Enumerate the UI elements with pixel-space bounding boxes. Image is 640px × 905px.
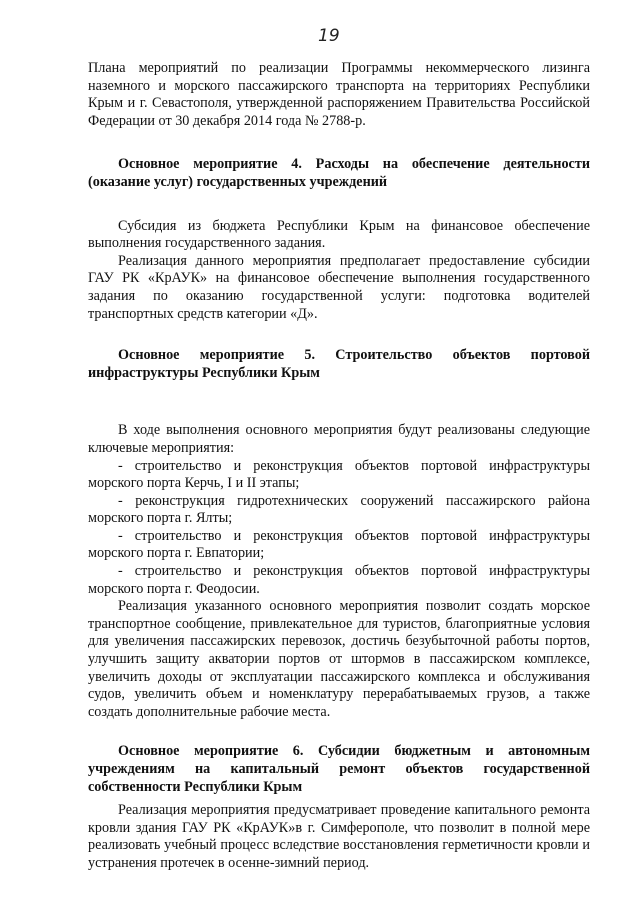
section-5-paragraph-2: Реализация указанного основного мероприятия позволит создать морское транспортное сообщение, привлекательное для туристов, благоприятные условия для увеличения пассажирских перевозок, достичь безубыточной работы портов, улучшить защиту акватории портов от штормов в пассажирском комплексе, увеличить доходы от эксплуатации пассажирского комплекса и обслуживания судов, увеличить объем и номенклатуру перерабатываемых грузов, а также создать дополнительные рабочие места. (88, 598, 590, 720)
list-item: - строительство и реконструкция объектов портовой инфраструктуры морского порта г. Феодосии. (88, 563, 590, 597)
document-body (88, 60, 590, 873)
intro-paragraph: Плана мероприятий по реализации Программы некоммерческого лизинга наземного и морского пассажирского транспорта на территориях Республики Крым и г. Севастополя, утвержденной распоряжением Правительства Российской Федерации от 30 декабря 2014 года № 2788-р. (88, 60, 590, 129)
section-5-paragraph-1: В ходе выполнения основного мероприятия будут реализованы следующие ключевые мероприятия: (88, 422, 590, 456)
list-item: - строительство и реконструкция объектов портовой инфраструктуры морского порта г. Евпатории; (88, 527, 590, 562)
page-number: 19 (318, 26, 340, 46)
section-5-heading: Основное мероприятие 5. Строительство объектов портовой инфраструктуры Республики Крым (88, 347, 590, 381)
section-4-heading: Основное мероприятие 4. Расходы на обеспечение деятельности (оказание услуг) государственных учреждений (88, 156, 590, 190)
section-5-list (88, 458, 590, 599)
section-6-heading: Основное мероприятие 6. Субсидии бюджетным и автономным учреждениям на капитальный ремонт объектов государственной собственности Республики Крым (88, 743, 590, 795)
list-item: - строительство и реконструкция объектов портовой инфраструктуры морского порта Керчь, I и II этапы; (88, 457, 590, 492)
section-4-paragraph-1: Субсидия из бюджета Республики Крым на финансовое обеспечение выполнения государственного задания. (88, 217, 590, 252)
section-4-paragraph-2: Реализация данного мероприятия предполагает предоставление субсидии ГАУ РК «КрАУК» на финансовое обеспечение выполнения государственного задания по оказанию государственной услуги: подготовка водителей транспортных средств категории «Д». (88, 252, 590, 322)
section-6-paragraph-1: Реализация мероприятия предусматривает проведение капитального ремонта кровли здания ГАУ РК «КрАУК»в г. Симферополе, что позволит в полной мере реализовать учебный процесс вследствие восстановления герметичности кровли и устранения протечек в осенне-зимний период. (88, 802, 590, 871)
list-item: - реконструкция гидротехнических сооружений пассажирского района морского порта г. Ялты; (88, 492, 590, 527)
